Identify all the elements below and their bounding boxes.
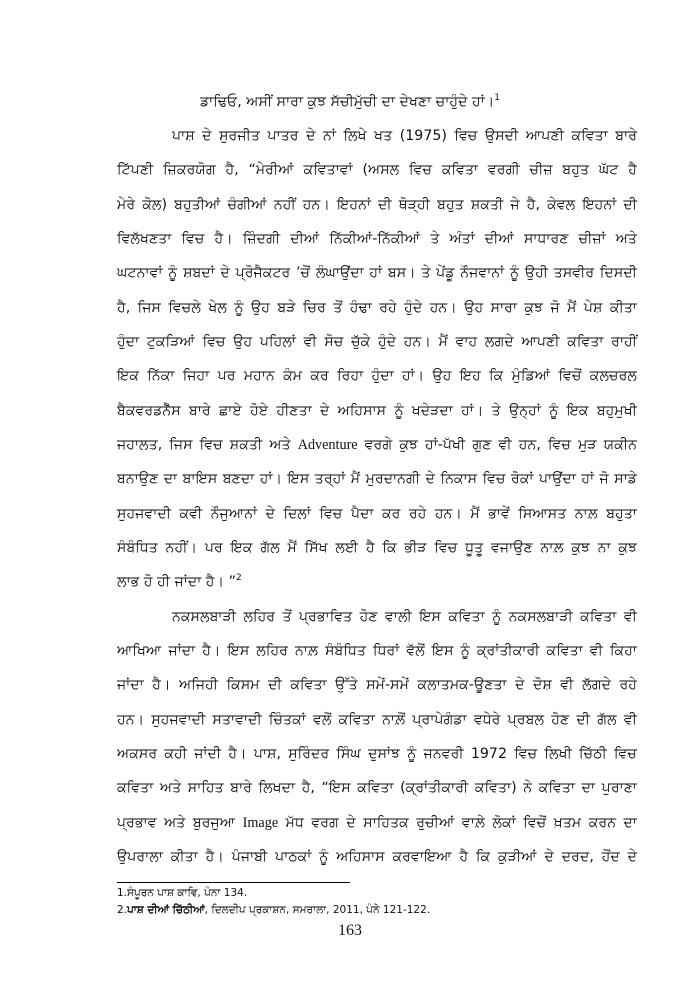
text-line: ਅਕਸਰ ਕਹੀ ਜਾਂਦੀ ਹੈ। ਪਾਸ਼, ਸੁਰਿੰਦਰ ਸਿੰਘ ਦੁਸਾਂਝ ਨੂੰ ਜਨਵਰੀ 1972 ਵਿਚ ਲਿਖੀ ਚਿੱਠੀ ਵਿਚ [117,746,637,762]
text-line: ਜਾਂਦਾ ਹੈ। ਅਜਿਹੀ ਕਿਸਮ ਦੀ ਕਵਿਤਾ ਉੱਤੇ ਸਮੇਂ-ਸਮੇਂ ਕਲਾਤਮਕ-ਊਣਤਾ ਦੇ ਦੋਸ਼ ਵੀ ਲੱਗਦੇ ਰਹੇ [117,677,637,693]
line-text: ਲਾਭ ਹੋ ਹੀ ਜਾਂਦਾ ਹੈ। ” [117,574,236,590]
line-text: ਵਰਗੇ ਕੁਝ ਹਾਂ-ਪੱਖੀ ਗੁਣ ਵੀ ਹਨ, ਵਿਚ ਮੁੜ ਯਕੀਨ [357,437,637,453]
line-text: ਜਹਾਲਤ, ਜਿਸ ਵਿਚ ਸ਼ਕਤੀ ਅਤੇ [117,437,298,453]
text-line [0,92,700,112]
footnote-text: , ਦਿਲਦੀਪ ਪ੍ਰਕਾਸ਼ਨ, ਸਮਰਾਲਾ, 2011, ਪੰਨੇ 121-122. [204,904,431,916]
english-word: Image [242,815,279,831]
text-line: ਮੇਰੇ ਕੋਲ) ਬਹੁਤੀਆਂ ਚੰਗੀਆਂ ਨਹੀਂ ਹਨ। ਇਹਨਾਂ ਦੀ ਥੋੜ੍ਹੀ ਬਹੁਤ ਸ਼ਕਤੀ ਜੇ ਹੈ, ਕੇਵਲ ਇਹਨਾਂ ਦੀ [117,197,637,213]
text-line: ਹੁੰਦਾ ਟੁਕੜਿਆਂ ਵਿਚ ਉਹ ਪਹਿਲਾਂ ਵੀ ਸੋਚ ਚੁੱਕੇ ਹੁੰਦੇ ਹਨ। ਮੈਂ ਵਾਹ ਲਗਦੇ ਆਪਣੀ ਕਵਿਤਾ ਰਾਹੀਂ [117,334,637,350]
text-line: ਸੰਬੰਧਿਤ ਨਹੀਂ। ਪਰ ਇਕ ਗੱਲ ਮੈਂ ਸਿੱਖ ਲਈ ਹੈ ਕਿ ਭੀੜ ਵਿਚ ਧੂਤੂ ਵਜਾਉਣ ਨਾਲ਼ ਕੁਝ ਨਾ ਕੁਝ [117,540,637,556]
text-line [117,813,637,833]
paragraph-start: ਪਾਸ਼ ਦੇ ਸੁਰਜੀਤ ਪਾਤਰ ਦੇ ਨਾਂ ਲਿਖੇ ਖਤ (1975) ਵਿਚ ਉਸਦੀ ਆਪਣੀ ਕਵਿਤਾ ਬਾਰੇ [172,128,637,144]
footnote-text: ਸੰਪੂਰਨ ਪਾਸ਼ ਕਾਵਿ, ਪੰਨਾ 134. [127,887,248,899]
paragraph-start: ਨਕਸਲਬਾੜੀ ਲਹਿਰ ਤੋਂ ਪ੍ਰਭਾਵਿਤ ਹੋਣ ਵਾਲੀ ਇਸ ਕਵਿਤਾ ਨੂੰ ਨਕਸਲਬਾੜੀ ਕਵਿਤਾ ਵੀ [172,609,637,625]
text-line: ਕਵਿਤਾ ਅਤੇ ਸਾਹਿਤ ਬਾਰੇ ਲਿਖਦਾ ਹੈ, “ਇਸ ਕਵਿਤਾ (ਕ੍ਰਾਂਤੀਕਾਰੀ ਕਵਿਤਾ) ਨੇ ਕਵਿਤਾ ਦਾ ਪੁਰਾਣਾ [117,780,637,796]
page-number: 163 [338,922,362,939]
text-line: ਆਖਿਆ ਜਾਂਦਾ ਹੈ। ਇਸ ਲਹਿਰ ਨਾਲ਼ ਸੰਬੰਧਿਤ ਧਿਰਾਂ ਵੱਲੋਂ ਇਸ ਨੂੰ ਕ੍ਰਾਂਤੀਕਾਰੀ ਕਵਿਤਾ ਵੀ ਕਿਹਾ [117,643,637,659]
footnote-title: ਪਾਸ਼ ਦੀਆਂ ਚਿੱਠੀਆਂ [127,904,205,916]
english-word: Adventure [297,437,358,453]
text-line: ਬੈਕਵਰਡਨੈੱਸ ਬਾਰੇ ਛਾਏ ਹੋਏ ਹੀਣਤਾ ਦੇ ਅਹਿਸਾਸ ਨੂੰ ਖਦੇੜਦਾ ਹਾਂ। ਤੇ ਉਨ੍ਹਾਂ ਨੂੰ ਇਕ ਬਹੁਮੁਖੀ [117,403,637,419]
footnote-1 [117,886,247,900]
footnote-number: 1. [117,887,128,899]
line-text: ਡਾਢਿਓ, ਅਸੀਂ ਸਾਰਾ ਕੁਝ ਸੱਚੀਮੁੱਚੀ ਦਾ ਦੇਖਣਾ ਚਾਹੁੰਦੇ ਹਾਂ। [199,94,495,110]
line-text: ਮੱਧ ਵਰਗ ਦੇ ਸਾਹਿਤਕ ਰੁਚੀਆਂ ਵਾਲ਼ੇ ਲੋਕਾਂ ਵਿਚੋਂ ਖ਼ਤਮ ਕਰਨ ਦਾ [278,815,637,831]
line-text: ਪ੍ਰਭਾਵ ਅਤੇ ਬੁਰਜੁਆ [117,815,243,831]
footnote-ref: 1 [494,93,501,103]
text-line [117,435,637,455]
text-line: ਬਨਾਉਣ ਦਾ ਬਾਇਸ ਬਣਦਾ ਹਾਂ। ਇਸ ਤਰ੍ਹਾਂ ਮੈਂ ਮੁਰਦਾਨਗੀ ਦੇ ਨਿਕਾਸ ਵਿਚ ਰੋਕਾਂ ਪਾਉਂਦਾ ਹਾਂ ਜੋ ਸਾਡੇ [117,471,637,487]
footnote-divider [117,882,350,883]
footnote-number: 2. [117,904,128,916]
footnote-ref: 2 [235,573,242,583]
text-line: ਟਿੱਪਣੀ ਜ਼ਿਕਰਯੋਗ ਹੈ, “ਮੇਰੀਆਂ ਕਵਿਤਾਵਾਂ (ਅਸਲ ਵਿਚ ਕਵਿਤਾ ਵਰਗੀ ਚੀਜ਼ ਬਹੁਤ ਘੱਟ ਹੈ [117,162,637,178]
text-line: ਇਕ ਨਿੱਕਾ ਜਿਹਾ ਪਰ ਮਹਾਨ ਕੰਮ ਕਰ ਰਿਹਾ ਹੁੰਦਾ ਹਾਂ। ਉਹ ਇਹ ਕਿ ਮੁੰਡਿਆਂ ਵਿਚੋਂ ਕਲਚਰਲ [117,368,637,384]
text-line [117,572,637,592]
footnote-2 [117,903,430,917]
text-line: ਘਟਨਾਵਾਂ ਨੂੰ ਸ਼ਬਦਾਂ ਦੇ ਪ੍ਰੋਜੈਕਟਰ ’ਚੋਂ ਲੰਘਾਉਂਦਾ ਹਾਂ ਬਸ। ਤੇ ਪੇਂਡੂ ਨੌਜਵਾਨਾਂ ਨੂੰ ਉਹੀ ਤਸਵੀਰ ਦਿਸਦੀ [117,265,637,281]
text-line: ਵਿਲੱਖਣਤਾ ਵਿਚ ਹੈ। ਜ਼ਿੰਦਗੀ ਦੀਆਂ ਨਿੱਕੀਆਂ-ਨਿੱਕੀਆਂ ਤੇ ਅੰਤਾਂ ਦੀਆਂ ਸਾਧਾਰਣ ਚੀਜ਼ਾਂ ਅਤੇ [117,231,637,247]
text-line: ਹੈ, ਜਿਸ ਵਿਚਲੇ ਖੇਲ ਨੂੰ ਉਹ ਬੜੇ ਚਿਰ ਤੋਂ ਹੰਢਾ ਰਹੇ ਹੁੰਦੇ ਹਨ। ਉਹ ਸਾਰਾ ਕੁਝ ਜੋ ਮੈਂ ਪੇਸ਼ ਕੀਤਾ [117,300,637,316]
text-line: ਉਪਰਾਲਾ ਕੀਤਾ ਹੈ। ਪੰਜਾਬੀ ਪਾਠਕਾਂ ਨੂੰ ਅਹਿਸਾਸ ਕਰਵਾਇਆ ਹੈ ਕਿ ਕੁੜੀਆਂ ਦੇ ਦਰਦ, ਹੋਂਦ ਦੇ [117,849,637,865]
text-line: ਸੁਹਜਵਾਦੀ ਕਵੀ ਨੌਜੁਆਨਾਂ ਦੇ ਦਿਲਾਂ ਵਿਚ ਪੈਦਾ ਕਰ ਰਹੇ ਹਨ। ਮੈਂ ਭਾਵੇਂ ਸਿਆਸਤ ਨਾਲ਼ ਬਹੁਤਾ [117,506,637,522]
text-line: ਹਨ। ਸੁਹਜਵਾਦੀ ਸਤਾਵਾਦੀ ਚਿੰਤਕਾਂ ਵਲੋਂ ਕਵਿਤਾ ਨਾਲ਼ੋਂ ਪ੍ਰਾਪੇਗੰਡਾ ਵਧੇਰੇ ਪ੍ਰਬਲ ਹੋਣ ਦੀ ਗੱਲ ਵੀ [117,712,637,728]
